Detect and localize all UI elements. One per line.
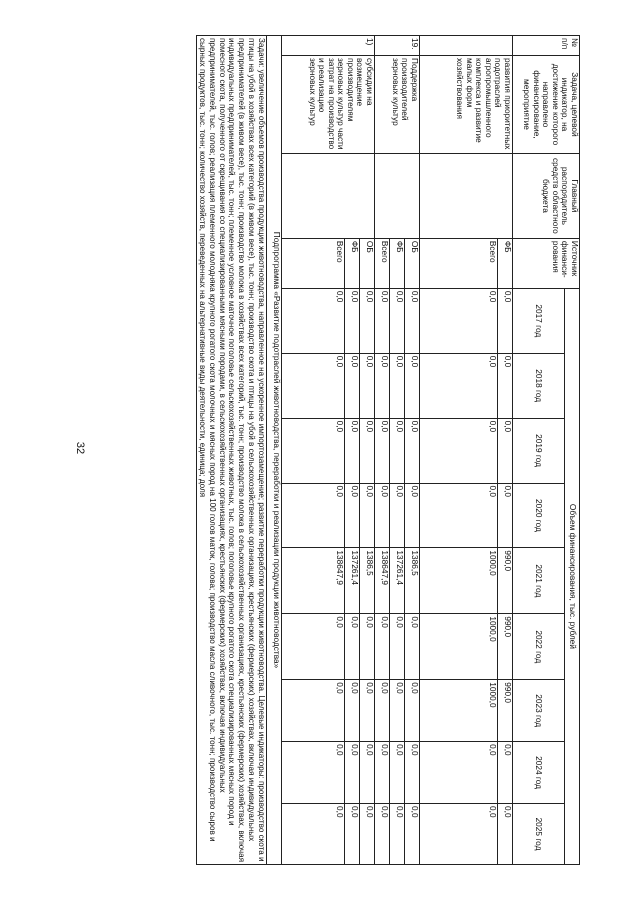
row-task: развития приоритетных подотраслей агропромышленного комплекса и развитие малых форм хозяйствования (420, 55, 513, 153)
row-num (420, 36, 513, 56)
value-cell: 0,0 (375, 418, 390, 483)
value-cell: 0,0 (405, 680, 420, 742)
value-cell: 0,0 (497, 418, 512, 483)
value-cell: 0,0 (360, 742, 375, 804)
value-cell: 0,0 (420, 418, 498, 483)
value-cell: 0,0 (282, 353, 345, 418)
row-task: Поддержка производителей зерновых культур (375, 55, 420, 153)
value-cell: 0,0 (390, 614, 405, 680)
row-task: субсидии на возмещение производителям зерновых культур части затрат на производство и реализацию зерновых культур (282, 55, 375, 153)
page-number: 32 (74, 441, 87, 455)
row-source: ФБ (390, 238, 405, 288)
value-cell: 0,0 (360, 614, 375, 680)
value-cell: 0,0 (420, 353, 498, 418)
value-cell: 990,0 (497, 614, 512, 680)
value-cell: 0,0 (282, 418, 345, 483)
value-cell: 0,0 (282, 742, 345, 804)
value-cell: 138647,9 (282, 548, 345, 614)
task-row (196, 36, 266, 865)
value-cell: 0,0 (345, 614, 360, 680)
table-row (497, 36, 512, 865)
value-cell: 0,0 (405, 418, 420, 483)
value-cell: 0,0 (405, 742, 420, 804)
value-cell: 1000,0 (420, 548, 498, 614)
year-header: 2018 год (513, 353, 565, 418)
value-cell: 0,0 (390, 353, 405, 418)
value-cell: 0,0 (360, 353, 375, 418)
value-cell: 0,0 (345, 288, 360, 353)
value-cell: 0,0 (405, 614, 420, 680)
value-cell: 0,0 (405, 483, 420, 548)
value-cell: 0,0 (390, 742, 405, 804)
year-header: 2017 год (513, 288, 565, 353)
value-cell: 0,0 (345, 418, 360, 483)
row-num: 19. (375, 36, 420, 56)
value-cell: 990,0 (497, 548, 512, 614)
value-cell: 1000,0 (420, 680, 498, 742)
value-cell: 0,0 (345, 483, 360, 548)
value-cell: 0,0 (405, 804, 420, 865)
year-header: 2025 год (513, 804, 565, 865)
value-cell: 0,0 (420, 742, 498, 804)
row-source: ОБ (360, 238, 375, 288)
year-header: 2021 год (513, 548, 565, 614)
value-cell: 0,0 (345, 742, 360, 804)
table-row (360, 36, 375, 865)
value-cell: 0,0 (375, 353, 390, 418)
value-cell: 0,0 (375, 742, 390, 804)
value-cell: 0,0 (282, 614, 345, 680)
row-source: Всего (375, 238, 390, 288)
value-cell: 0,0 (360, 288, 375, 353)
row-source: Всего (420, 238, 498, 288)
col-funding-header: Объем финансирования, тыс. рублей (565, 288, 580, 864)
rotated-page (60, 35, 580, 865)
row-distributor (420, 153, 513, 238)
value-cell: 0,0 (345, 353, 360, 418)
value-cell: 0,0 (497, 804, 512, 865)
col-task-header: Задача, целевой индикатор, на достижение которого направлено финансирование, мероприятие (513, 55, 580, 153)
value-cell: 0,0 (390, 804, 405, 865)
value-cell: 0,0 (360, 680, 375, 742)
value-cell: 0,0 (375, 614, 390, 680)
value-cell: 0,0 (375, 804, 390, 865)
row-source: ФБ (345, 238, 360, 288)
col-distributor-header: Главный распорядитель средств областного бюджета (513, 153, 580, 238)
value-cell: 0,0 (345, 680, 360, 742)
value-cell: 0,0 (405, 353, 420, 418)
subprogram-row (267, 36, 282, 865)
table-row (405, 36, 420, 865)
value-cell: 0,0 (282, 288, 345, 353)
year-header: 2024 год (513, 742, 565, 804)
value-cell: 1386,5 (360, 548, 375, 614)
value-cell: 0,0 (360, 804, 375, 865)
subprogram-title: Подпрограмма «Развитие подотраслей животноводства, переработки и реализации продукции животноводства» (267, 36, 282, 865)
value-cell: 137261,4 (390, 548, 405, 614)
value-cell: 0,0 (282, 483, 345, 548)
col-source-header: Источник финанси-рования (513, 238, 580, 288)
row-source: Всего (282, 238, 345, 288)
row-distributor (282, 153, 375, 238)
col-num-header: № п/п (513, 36, 580, 56)
value-cell: 0,0 (390, 288, 405, 353)
year-header: 2023 год (513, 680, 565, 742)
value-cell: 0,0 (345, 804, 360, 865)
value-cell: 0,0 (497, 353, 512, 418)
row-num: 1) (282, 36, 375, 56)
header-row (565, 36, 580, 865)
row-source: ОБ (405, 238, 420, 288)
value-cell: 138647,9 (375, 548, 390, 614)
year-header: 2019 год (513, 418, 565, 483)
value-cell: 0,0 (375, 483, 390, 548)
year-header: 2022 год (513, 614, 565, 680)
value-cell: 0,0 (420, 288, 498, 353)
value-cell: 1386,5 (405, 548, 420, 614)
value-cell: 137261,4 (345, 548, 360, 614)
year-header: 2020 год (513, 483, 565, 548)
value-cell: 0,0 (497, 742, 512, 804)
value-cell: 0,0 (420, 483, 498, 548)
value-cell: 0,0 (375, 680, 390, 742)
value-cell: 0,0 (405, 288, 420, 353)
funding-table (196, 35, 580, 865)
value-cell: 0,0 (390, 680, 405, 742)
value-cell: 0,0 (375, 288, 390, 353)
value-cell: 990,0 (497, 680, 512, 742)
task-text: Задачи: увеличение объемов производства продукции животноводства, направленное на ускоренное импортозамещение; развитие переработки продукции животноводства. Целевые индикаторы: производство скота и птицы на убой в хозяйствах всех категорий (в живом весе), тыс. тонн; производство скота и птицы на убой в сельскохозяйственных организациях, крестьянских (фермерских) хозяйствах, включая индивидуальных предпринимателей (в живом весе), тыс. тонн; производство молока в хозяйствах всех категорий, тыс. тонн; производство молока в сельскохозяйственных организациях, крестьянских (фермерских) хозяйствах, включая индивидуальных предпринимателей, тыс. тонн; племенное условное маточное поголовье сельскохозяйственных животных, тыс. голов; поголовье крупного рогатого скота специализированных мясных пород и помесного скота, полученного от скрещивания со специализированными мясными породами, в сельскохозяйственных организациях, крестьянских (фермерских) хозяйствах, включая индивидуальных предпринимателей, тыс. голов; реализация племенного молодняка крупного рогатого скота молочных и мясных пород на 100 голов маток, голова; производство масла сливочного, тыс. тонн; производство сыров и сырных продуктов, тыс. тонн; количество хозяйств, переведенных на альтернативные виды деятельности, единица; доля (196, 36, 266, 865)
value-cell: 0,0 (497, 483, 512, 548)
value-cell: 0,0 (420, 804, 498, 865)
value-cell: 0,0 (390, 483, 405, 548)
value-cell: 0,0 (390, 418, 405, 483)
value-cell: 0,0 (282, 804, 345, 865)
row-source: ФБ (497, 238, 512, 288)
value-cell: 0,0 (360, 418, 375, 483)
value-cell: 0,0 (360, 483, 375, 548)
value-cell: 0,0 (282, 680, 345, 742)
row-distributor (375, 153, 420, 238)
value-cell: 1000,0 (420, 614, 498, 680)
value-cell: 0,0 (497, 288, 512, 353)
